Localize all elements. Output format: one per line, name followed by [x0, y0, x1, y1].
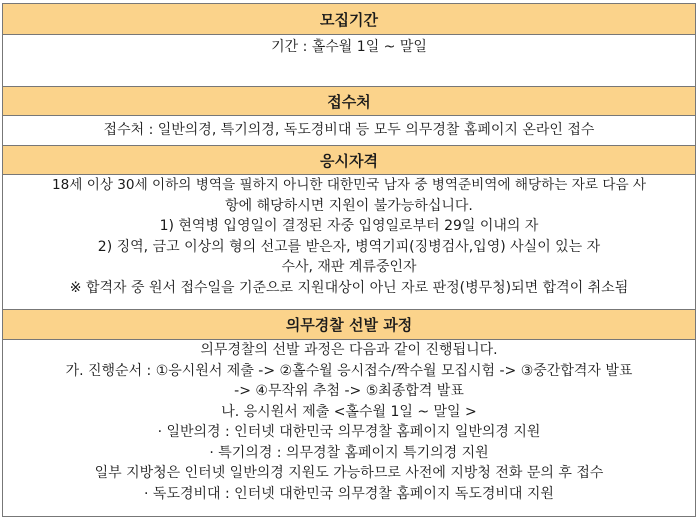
section-header-recruitment-period — [3, 4, 695, 35]
section-body-eligibility — [3, 175, 695, 309]
section-header-application-place — [3, 86, 695, 116]
recruitment-info-table — [2, 3, 696, 517]
section-title: 모집기간 — [320, 10, 378, 29]
section-title: 접수처 — [327, 92, 371, 111]
text-line: 접수처 : 일반의경, 특기의경, 독도경비대 등 모두 의무경찰 홈페이지 온라인 접수 — [103, 122, 595, 139]
section-header-eligibility — [3, 145, 695, 175]
section-title: 응시자격 — [320, 151, 378, 170]
text-line: 일부 지방청은 인터넷 일반의경 지원도 가능하므로 사전에 지방청 전화 문의 후 접수 — [94, 465, 604, 481]
section-header-selection-process — [3, 309, 695, 340]
section-title: 의무경찰 선발 과정 — [285, 316, 413, 334]
text-line: · 특기의경 : 의무경찰 홈페이지 특기의경 지원 — [209, 444, 489, 461]
text-line: 나. 응시원서 제출 <홀수월 1일 ~ 말일 > — [221, 403, 477, 420]
text-line: 의무경찰의 선발 과정은 다음과 같이 진행됩니다. — [200, 342, 498, 358]
text-line: 2) 징역, 금고 이상의 형의 선고를 받은자, 병역기피(징병검사,입영) 사실이 있는 자 — [97, 238, 601, 255]
section-body-recruitment-period — [3, 35, 695, 86]
text-line: 가. 진행순서 : ①응시원서 제출 -> ②홀수월 응시접수/짝수월 모집시험 -> ③중간합격자 발표 — [65, 362, 633, 379]
text-line: ※ 합격자 중 원서 접수일을 기준으로 지원대상이 아닌 자로 판정(병무청)되면 합격이 취소됨 — [69, 279, 629, 296]
text-line: 항에 해당하시면 지원이 불가능하십니다. — [225, 197, 473, 214]
text-line: 기간 : 홀수월 1일 ~ 말일 — [271, 39, 427, 55]
text-line: 1) 현역병 입영일이 결정된 자중 입영일로부터 29일 이내의 자 — [159, 218, 539, 234]
section-body-selection-process — [3, 340, 695, 516]
text-line: · 독도경비대 : 인터넷 대한민국 의무경찰 홈페이지 독도경비대 지원 — [144, 485, 554, 502]
text-line: · 일반의경 : 인터넷 대한민국 의무경찰 홈페이지 일반의경 지원 — [157, 424, 541, 440]
section-body-application-place — [3, 116, 695, 145]
text-line: 18세 이상 30세 이하의 병역을 필하지 아니한 대한민국 남자 중 병역준비역에 해당하는 자로 다음 사 — [51, 177, 647, 193]
text-line: -> ④무작위 추첨 -> ⑤최종합격 발표 — [234, 383, 464, 399]
text-line: 수사, 재판 계류중인자 — [281, 259, 417, 275]
